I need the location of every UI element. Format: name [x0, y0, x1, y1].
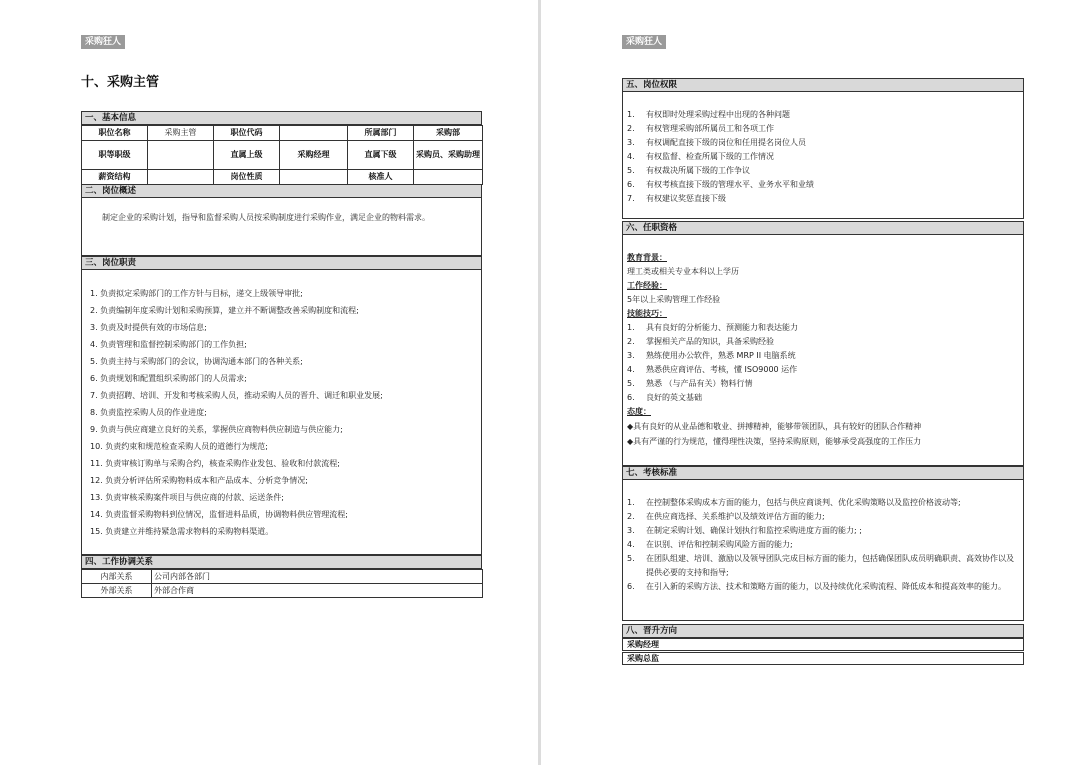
- value-external: 外部合作商: [152, 584, 483, 598]
- value-internal: 公司内部各部门: [152, 570, 483, 584]
- value-salary: [148, 170, 214, 185]
- list-item: ◆具有严谨的行为规范，懂得理性决策，坚持采购原则，能够承受高强度的工作压力: [627, 437, 922, 446]
- education-label: 教育背景：: [627, 253, 667, 262]
- list-item: 14. 负责监督采购物料到位情况，监督进料品质，协调物料供应管理流程;: [90, 510, 348, 519]
- table-row: [82, 141, 483, 170]
- experience-label: 工作经验：: [627, 281, 667, 290]
- experience-text: 5年以上采购管理工作经验: [627, 295, 721, 304]
- value-department: 采购部: [414, 126, 483, 141]
- list-item: 1. 具有良好的分析能力、预测能力和表达能力: [627, 323, 798, 332]
- list-item: 3. 在制定采购计划、确保计划执行和监控采购进度方面的能力; ;: [627, 526, 862, 535]
- list-item: 5. 熟悉 （与产品有关）物料行情: [627, 379, 753, 388]
- label-nature: 岗位性质: [214, 170, 280, 185]
- education-text: 理工类或相关专业本科以上学历: [627, 267, 739, 276]
- value-subordinate: 采购员、采购助理: [414, 141, 483, 170]
- list-item: 5. 负责主持与采购部门的会议，协调沟通本部门的各种关系;: [90, 357, 303, 366]
- document-page-left: [0, 0, 538, 765]
- list-item: 4. 熟悉供应商评估、考核，懂 ISO9000 运作: [627, 365, 798, 374]
- career-item-director: 采购总监: [622, 652, 1024, 665]
- section-overview-header: 二、岗位概述: [81, 184, 482, 198]
- list-item: 9. 负责与供应商建立良好的关系，掌握供应商物料供应制造与供应能力;: [90, 425, 343, 434]
- section-basic-header: 一、基本信息: [81, 111, 482, 125]
- list-item: 4. 有权监督、检查所属下级的工作情况: [627, 152, 774, 161]
- list-item: 4. 负责管理和监督控制采购部门的工作负担;: [90, 340, 247, 349]
- list-item: 2. 在供应商选择、关系维护以及绩效评估方面的能力;: [627, 512, 825, 521]
- header-tag: 采购狂人: [622, 35, 666, 49]
- list-item: 1. 负责拟定采购部门的工作方针与目标，递交上级领导审批;: [90, 289, 303, 298]
- section-coord-header: 四、工作协调关系: [81, 555, 482, 569]
- table-row: [82, 170, 483, 185]
- value-nature: [280, 170, 348, 185]
- label-internal: 内部关系: [82, 570, 152, 584]
- value-position-name: 采购主管: [148, 126, 214, 141]
- list-item: 3. 有权调配直接下级的岗位和任用提名岗位人员: [627, 138, 806, 147]
- section-career-header: 八、晋升方向: [622, 624, 1024, 638]
- list-item: 7. 有权建议奖惩直接下级: [627, 194, 726, 203]
- value-approver: [414, 170, 483, 185]
- table-row: [82, 570, 483, 584]
- list-item: 3. 负责及时提供有效的市场信息;: [90, 323, 207, 332]
- list-item: ◆具有良好的从业品德和敬业、拼搏精神，能够带领团队，具有较好的团队合作精神: [627, 422, 922, 431]
- list-item: 1. 在控制整体采购成本方面的能力，包括与供应商谈判、优化采购策略以及监控价格波动等;: [627, 498, 961, 507]
- label-subordinate: 直属下级: [348, 141, 414, 170]
- label-department: 所属部门: [348, 126, 414, 141]
- section-qualification-header: 六、任职资格: [622, 221, 1024, 235]
- label-position-name: 职位名称: [82, 126, 148, 141]
- assessment-list: [627, 496, 1019, 594]
- header-tag: 采购狂人: [81, 35, 125, 49]
- label-position-code: 职位代码: [214, 126, 280, 141]
- label-approver: 核准人: [348, 170, 414, 185]
- section-assessment-header: 七、考核标准: [622, 466, 1024, 480]
- list-item: 6. 有权考核直接下级的管理水平、业务水平和业绩: [627, 180, 814, 189]
- list-item: 11. 负责审核订购单与采购合约，核查采购作业发包、验收和付款流程;: [90, 459, 340, 468]
- label-external: 外部关系: [82, 584, 152, 598]
- label-grade: 职等职级: [82, 141, 148, 170]
- list-item: 3. 熟练使用办公软件，熟悉 MRP II 电脑系统: [627, 351, 796, 360]
- table-row: [82, 126, 483, 141]
- authority-list: [627, 108, 1019, 206]
- list-item: 13. 负责审核采购案件项目与供应商的付款、运送条件;: [90, 493, 284, 502]
- table-row: [82, 584, 483, 598]
- list-item: 6. 在引入新的采购方法、技术和策略方面的能力，以及持续优化采购流程、降低成本和提高效率的能力。: [627, 582, 1006, 591]
- list-item: 2. 掌握相关产品的知识，具备采购经验: [627, 337, 774, 346]
- list-item: 7. 负责招聘、培训、开发和考核采购人员，推动采购人员的晋升、调迁和职业发展;: [90, 391, 383, 400]
- list-item: 4. 在识别、评估和控制采购风险方面的能力;: [627, 540, 793, 549]
- coord-table: [81, 569, 483, 598]
- list-item: 10. 负责约束和规范检查采购人员的道德行为规范;: [90, 442, 268, 451]
- career-item-manager: 采购经理: [622, 638, 1024, 651]
- list-item: 6. 负责规划和配置组织采购部门的人员需求;: [90, 374, 247, 383]
- value-position-code: [280, 126, 348, 141]
- section-duties-header: 三、岗位职责: [81, 256, 482, 270]
- list-item: 8. 负责监控采购人员的作业进度;: [90, 408, 207, 417]
- skills-label: 技能技巧：: [627, 309, 667, 318]
- section-authority-header: 五、岗位权限: [622, 78, 1024, 92]
- label-salary: 薪资结构: [82, 170, 148, 185]
- attitude-label: 态度：: [627, 407, 651, 416]
- document-page-right: [541, 0, 1080, 765]
- list-item: 1. 有权即时处理采购过程中出现的各种问题: [627, 110, 790, 119]
- qualification-content: [627, 251, 1019, 449]
- basic-info-table: [81, 125, 483, 185]
- list-item: 15. 负责建立并维持紧急需求物料的采购物料渠道。: [90, 527, 274, 536]
- overview-text: 制定企业的采购计划，指导和监督采购人员按采购制度进行采购作业，满足企业的物料需求。: [102, 213, 430, 222]
- label-superior: 直属上级: [214, 141, 280, 170]
- list-item: 5. 在团队组建、培训、激励以及领导团队完成目标方面的能力，包括确保团队成员明确职责、高效协作以及提供必要的支持和指导;: [627, 554, 1014, 577]
- list-item: 12. 负责分析评估所采购物料成本和产品成本、分析竞争情况;: [90, 476, 308, 485]
- list-item: 2. 负责编制年度采购计划和采购预算，建立并不断调整改善采购制度和流程;: [90, 306, 359, 315]
- page-title: 十、采购主管: [81, 75, 160, 90]
- list-item: 6. 良好的英文基础: [627, 393, 702, 402]
- duties-list: [90, 285, 478, 540]
- value-superior: 采购经理: [280, 141, 348, 170]
- value-grade: [148, 141, 214, 170]
- list-item: 2. 有权管理采购部所属员工和各项工作: [627, 124, 774, 133]
- list-item: 5. 有权裁决所属下级的工作争议: [627, 166, 750, 175]
